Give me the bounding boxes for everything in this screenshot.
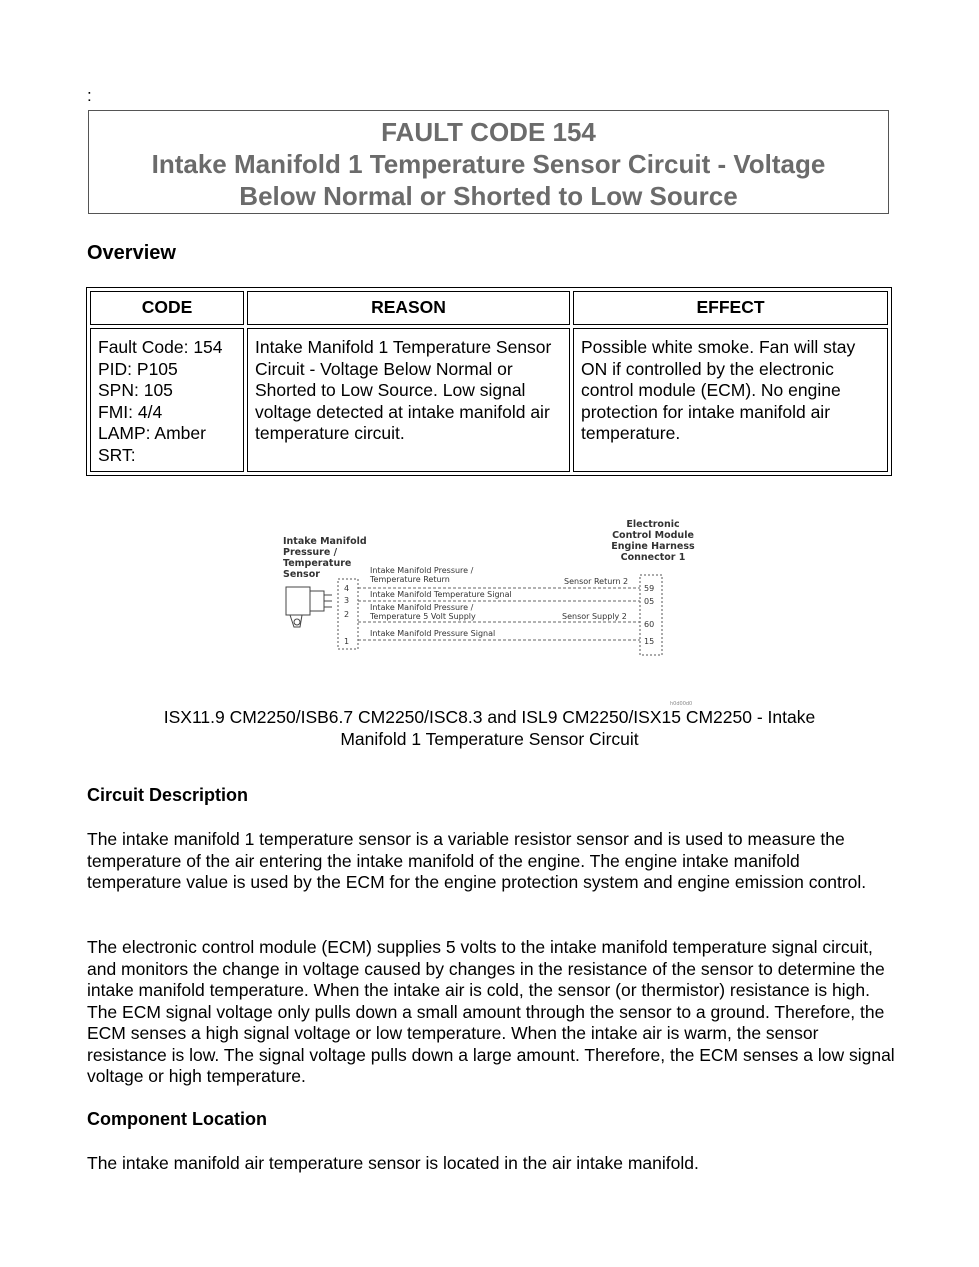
sensor-icon xyxy=(286,587,332,627)
sensor-pin: 3 xyxy=(344,596,350,605)
code-line: Fault Code: 154 xyxy=(98,337,223,357)
column-header-effect: EFFECT xyxy=(573,291,888,325)
ecm-pin: 05 xyxy=(644,597,655,606)
wiring-diagram xyxy=(280,515,710,710)
page-marker: : xyxy=(87,86,92,105)
caption-line: Manifold 1 Temperature Sensor Circuit xyxy=(340,729,639,749)
figure-caption xyxy=(87,706,892,750)
ecm-pin: 60 xyxy=(644,620,655,629)
caption-line: ISX11.9 CM2250/ISB6.7 CM2250/ISC8.3 and ISL9 CM2250/ISX15 CM2250 - Intake xyxy=(163,707,816,727)
code-line: SPN: 105 xyxy=(98,380,173,400)
sensor-label-line: Intake Manifold xyxy=(283,536,367,547)
ecm-pin: 15 xyxy=(644,637,655,646)
effect-cell: Possible white smoke. Fan will stay ON if controlled by the electronic control module (ECM). No engine protection for intake manifold air temperature. xyxy=(573,328,888,472)
figure-id: h0d00d0 xyxy=(670,701,693,707)
wire-label: Temperature Return xyxy=(370,575,450,584)
sensor-label-line: Pressure / xyxy=(283,547,338,558)
code-line: SRT: xyxy=(98,444,136,465)
wire-label: Intake Manifold Pressure / xyxy=(370,566,474,575)
code-line: FMI: 4/4 xyxy=(98,401,163,422)
sensor-label-line: Sensor xyxy=(283,569,320,580)
column-header-reason: REASON xyxy=(247,291,570,325)
code-cell xyxy=(90,328,244,472)
sensor-label-line: Temperature xyxy=(283,558,352,569)
sensor-pin: 4 xyxy=(344,584,350,593)
wire-label: Intake Manifold Pressure / xyxy=(370,603,474,612)
fault-description-line-2: Below Normal or Shorted to Low Source xyxy=(239,181,738,211)
overview-heading: Overview xyxy=(87,242,176,264)
reason-cell: Intake Manifold 1 Temperature Sensor Circuit - Voltage Below Normal or Shorted to Low Source. Low signal voltage detected at intake manifold air temperature circuit. xyxy=(247,328,570,472)
component-location-heading: Component Location xyxy=(87,1109,267,1129)
circuit-description-heading: Circuit Description xyxy=(87,785,249,805)
ecm-label-line: Connector 1 xyxy=(620,552,686,563)
overview-table xyxy=(86,287,892,476)
fault-description-line-1: Intake Manifold 1 Temperature Sensor Circuit - Voltage xyxy=(151,149,826,179)
sensor-pin: 2 xyxy=(344,610,350,619)
code-line: LAMP: Amber xyxy=(98,423,206,443)
ecm-label-line: Control Module xyxy=(612,530,694,541)
circuit-paragraph-2: The electronic control module (ECM) supplies 5 volts to the intake manifold temperature signal circuit, and monitors the change in voltage caused by changes in the resistance of the sensor to determine the intake manifold temperature. When the intake air is cold, the sensor (or thermistor) resistance is high. The ECM signal voltage only pulls down a small amount through the sensor to a ground. Therefore, the ECM senses a high signal voltage or low temperature. When the intake air is warm, the sensor resistance is low. The signal voltage pulls down a large amount. Therefore, the ECM senses a low signal voltage or high temperature. xyxy=(87,937,895,1086)
fault-title-box xyxy=(88,110,889,214)
ecm-label-line: Engine Harness xyxy=(611,541,695,552)
wire-right-label: Sensor Return 2 xyxy=(564,577,629,586)
ecm-label-line: Electronic xyxy=(626,519,680,530)
code-line: PID: P105 xyxy=(98,358,178,379)
fault-code-title: FAULT CODE 154 xyxy=(381,117,596,147)
wire-right-label: Sensor Supply 2 xyxy=(562,612,627,621)
wire-label: Intake Manifold Pressure Signal xyxy=(370,629,496,638)
component-location-paragraph: The intake manifold air temperature sensor is located in the air intake manifold. xyxy=(87,1153,699,1173)
wire-label: Intake Manifold Temperature Signal xyxy=(370,590,512,599)
column-header-code: CODE xyxy=(90,291,244,325)
sensor-pin: 1 xyxy=(344,637,350,646)
circuit-paragraph-1: The intake manifold 1 temperature sensor is a variable resistor sensor and is used to measure the temperature of the air entering the intake manifold of the engine. The engine intake manifold temperature value is used by the ECM for the engine protection system and engine emission control. xyxy=(87,829,867,892)
ecm-pin: 59 xyxy=(644,584,655,593)
wire-label: Temperature 5 Volt Supply xyxy=(370,612,476,621)
